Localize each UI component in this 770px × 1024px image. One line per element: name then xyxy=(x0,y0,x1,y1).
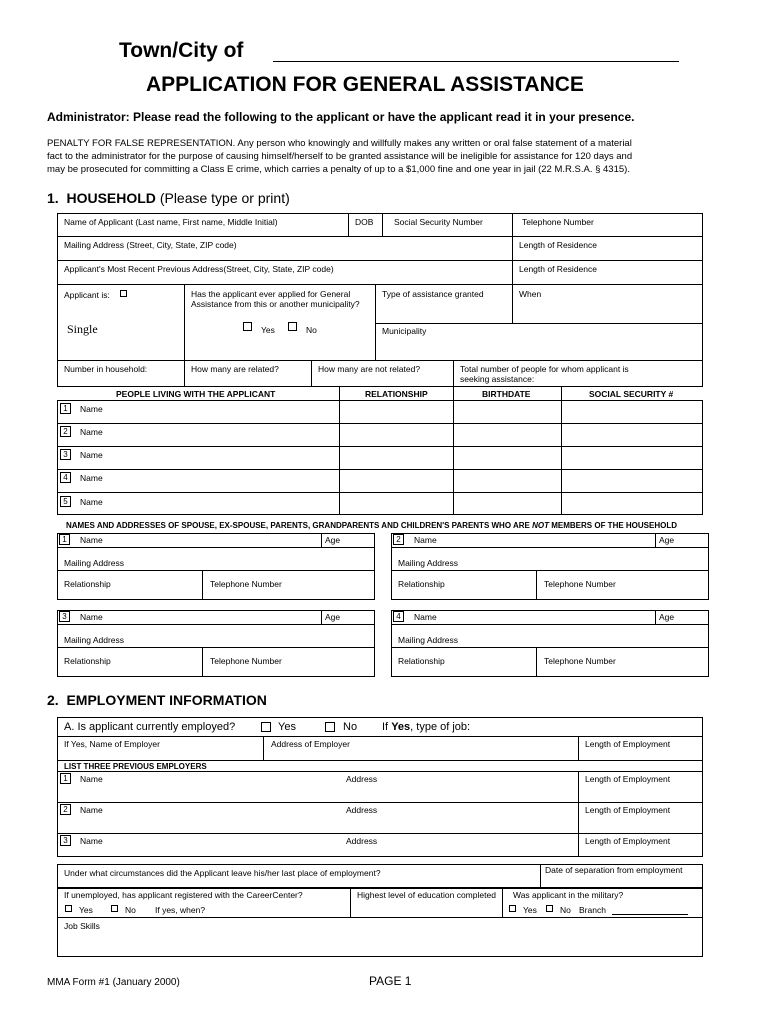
date-separation-label[interactable]: Date of separation from employment xyxy=(545,865,683,875)
length-residence-label[interactable]: Length of Residence xyxy=(519,240,597,250)
length-residence-previous-label[interactable]: Length of Residence xyxy=(519,264,597,274)
branch-label: Branch xyxy=(579,905,606,915)
relative-divider xyxy=(655,610,656,624)
relatives-heading-not: NOT xyxy=(532,521,549,530)
employer-address-label[interactable]: Address of Employer xyxy=(271,739,350,749)
form-title: APPLICATION FOR GENERAL ASSISTANCE xyxy=(146,73,584,96)
relative-divider xyxy=(57,647,375,648)
number-household-label[interactable]: Number in household: xyxy=(64,364,148,374)
form-id: MMA Form #1 (January 2000) xyxy=(47,977,180,988)
previous-employer-name-label[interactable]: Name xyxy=(80,774,103,784)
career-center-label: If unemployed, has applicant registered with the CareerCenter? xyxy=(64,890,303,900)
employed-question: A. Is applicant currently employed? xyxy=(64,721,236,733)
relative-name-label[interactable]: Name xyxy=(80,612,103,622)
previous-employer-name-label[interactable]: Name xyxy=(80,836,103,846)
relative-divider xyxy=(57,570,375,571)
administrator-note: Administrator: Please read the following to the applicant or have the applicant read it in your presence. xyxy=(47,110,635,124)
relative-number: 2 xyxy=(393,534,404,545)
relative-age-label[interactable]: Age xyxy=(325,535,341,545)
relative-telephone-label[interactable]: Telephone Number xyxy=(210,656,282,666)
employed-yes-label: Yes xyxy=(278,721,296,733)
type-of-job-prefix: If xyxy=(382,721,389,733)
person-name-label[interactable]: Name xyxy=(80,450,103,460)
people-col-ssn: SOCIAL SECURITY # xyxy=(589,389,674,399)
household-heading-text: HOUSEHOLD xyxy=(66,190,156,206)
leave-question-label[interactable]: Under what circumstances did the Applicant leave his/her last place of employment? xyxy=(64,868,381,878)
employed-no-checkbox[interactable] xyxy=(325,722,335,732)
town-city-line[interactable] xyxy=(273,61,679,62)
relative-relationship-label[interactable]: Relationship xyxy=(64,579,111,589)
relatives-heading-b: MEMBERS OF THE HOUSEHOLD xyxy=(551,521,678,530)
penalty-line-3: may be prosecuted for committing a Class E crime, which carries a penalty of up to a $1,000 fine and one year in jail (22 M.R.S.A. § 4315). xyxy=(47,164,630,175)
relative-telephone-label[interactable]: Telephone Number xyxy=(544,579,616,589)
previous-employer-address-label[interactable]: Address xyxy=(346,774,378,784)
applied-yes-checkbox[interactable] xyxy=(243,322,252,331)
relative-divider xyxy=(57,547,375,548)
relative-divider xyxy=(202,647,203,677)
applicant-is-value[interactable]: Single xyxy=(67,322,98,336)
relative-name-label[interactable]: Name xyxy=(414,612,437,622)
household-heading-num: 1. xyxy=(47,190,59,206)
relative-divider xyxy=(391,570,709,571)
relatives-heading-a: NAMES AND ADDRESSES OF SPOUSE, EX-SPOUSE, PARENTS, GRANDPARENTS AND CHILDREN'S PARENTS WHO ARE xyxy=(66,521,530,530)
relative-relationship-label[interactable]: Relationship xyxy=(64,656,111,666)
employment-heading xyxy=(47,692,267,709)
person-row-number: 1 xyxy=(60,403,71,414)
total-seeking-label-1[interactable]: Total number of people for whom applicant is xyxy=(460,364,629,374)
career-no-label: No xyxy=(125,905,136,915)
how-many-not-related-label[interactable]: How many are not related? xyxy=(318,364,421,374)
relative-relationship-label[interactable]: Relationship xyxy=(398,656,445,666)
employment-heading-num: 2. xyxy=(47,692,59,708)
mailing-address-label[interactable]: Mailing Address (Street, City, State, ZIP code) xyxy=(64,240,237,250)
relative-number: 4 xyxy=(393,611,404,622)
person-name-label[interactable]: Name xyxy=(80,497,103,507)
education-label[interactable]: Highest level of education completed xyxy=(357,890,496,900)
applied-before-label-2: Assistance from this or another municipality? xyxy=(191,299,360,309)
name-of-applicant-label[interactable]: Name of Applicant (Last name, First name, Middle Initial) xyxy=(64,217,278,227)
relative-divider xyxy=(321,533,322,547)
previous-employer-number: 1 xyxy=(60,773,71,784)
military-yes-label: Yes xyxy=(523,905,537,915)
previous-employer-number: 2 xyxy=(60,804,71,815)
relative-divider xyxy=(391,647,709,648)
previous-employer-length-label[interactable]: Length of Employment xyxy=(585,774,671,784)
relative-mailing-label[interactable]: Mailing Address xyxy=(398,558,459,568)
relative-mailing-label[interactable]: Mailing Address xyxy=(64,635,125,645)
relative-age-label[interactable]: Age xyxy=(659,535,675,545)
relative-name-label[interactable]: Name xyxy=(80,535,103,545)
previous-employer-number: 3 xyxy=(60,835,71,846)
person-row-number: 5 xyxy=(60,496,71,507)
person-row-number: 3 xyxy=(60,449,71,460)
employment-heading-text: EMPLOYMENT INFORMATION xyxy=(66,692,267,708)
previous-employer-length-label[interactable]: Length of Employment xyxy=(585,805,671,815)
ssn-label[interactable]: Social Security Number xyxy=(394,217,483,227)
applied-no-label: No xyxy=(306,325,317,335)
people-col-name: PEOPLE LIVING WITH THE APPLICANT xyxy=(116,389,276,399)
relative-divider xyxy=(655,533,656,547)
person-name-label[interactable]: Name xyxy=(80,427,103,437)
previous-employer-name-label[interactable]: Name xyxy=(80,805,103,815)
military-label: Was applicant in the military? xyxy=(513,890,624,900)
people-table xyxy=(57,400,703,515)
military-no-checkbox[interactable] xyxy=(546,905,553,912)
previous-address-label[interactable]: Applicant's Most Recent Previous Address(Street, City, State, ZIP code) xyxy=(64,264,334,274)
applied-no-checkbox[interactable] xyxy=(288,322,297,331)
employer-length-label[interactable]: Length of Employment xyxy=(585,739,671,749)
job-skills-label[interactable]: Job Skills xyxy=(64,921,100,931)
relative-divider xyxy=(202,570,203,600)
military-no-label: No xyxy=(560,905,571,915)
people-col-relationship: RELATIONSHIP xyxy=(365,389,428,399)
penalty-line-2: fact to the administrator for the purpose of causing himself/herself to be granted assistance will be ineligible for assistance for 120 days and xyxy=(47,151,633,162)
relative-name-label[interactable]: Name xyxy=(414,535,437,545)
relative-divider xyxy=(57,624,375,625)
total-seeking-label-2[interactable]: seeking assistance: xyxy=(460,374,535,384)
relative-divider xyxy=(321,610,322,624)
relatives-heading xyxy=(66,521,677,531)
previous-employer-address-label[interactable]: Address xyxy=(346,836,378,846)
previous-employer-length-label[interactable]: Length of Employment xyxy=(585,836,671,846)
relative-number: 1 xyxy=(59,534,70,545)
career-yes-checkbox[interactable] xyxy=(65,905,72,912)
relative-age-label[interactable]: Age xyxy=(325,612,341,622)
previous-employer-address-label[interactable]: Address xyxy=(346,805,378,815)
relative-mailing-label[interactable]: Mailing Address xyxy=(398,635,459,645)
penalty-line-1: PENALTY FOR FALSE REPRESENTATION. Any person who knowingly and willfully makes any written or oral false statement of a material xyxy=(47,138,632,149)
relative-divider xyxy=(391,547,709,548)
career-when-label[interactable]: If yes, when? xyxy=(155,905,206,915)
type-of-job-bold: Yes xyxy=(391,721,411,733)
branch-line[interactable] xyxy=(612,914,688,915)
relative-divider xyxy=(536,647,537,677)
career-no-checkbox[interactable] xyxy=(111,905,118,912)
relative-mailing-label[interactable]: Mailing Address xyxy=(64,558,125,568)
people-col-birthdate: BIRTHDATE xyxy=(482,389,531,399)
career-yes-label: Yes xyxy=(79,905,93,915)
applicant-is-checkbox[interactable] xyxy=(120,290,127,297)
previous-employers-heading: LIST THREE PREVIOUS EMPLOYERS xyxy=(64,762,207,771)
dob-label[interactable]: DOB xyxy=(355,217,374,227)
household-heading xyxy=(47,190,290,207)
employed-yes-checkbox[interactable] xyxy=(261,722,271,732)
person-name-label[interactable]: Name xyxy=(80,473,103,483)
type-of-job-suffix: , type of job: xyxy=(410,721,471,733)
applied-before-label-1: Has the applicant ever applied for General xyxy=(191,289,351,299)
town-city-label: Town/City of xyxy=(119,39,244,62)
municipality-label[interactable]: Municipality xyxy=(382,326,427,336)
page-number: PAGE 1 xyxy=(369,974,412,988)
relative-telephone-label[interactable]: Telephone Number xyxy=(544,656,616,666)
type-of-job-label[interactable] xyxy=(382,721,470,734)
relative-telephone-label[interactable]: Telephone Number xyxy=(210,579,282,589)
relative-divider xyxy=(536,570,537,600)
telephone-label[interactable]: Telephone Number xyxy=(522,217,594,227)
relative-age-label[interactable]: Age xyxy=(659,612,675,622)
relative-divider xyxy=(391,624,709,625)
how-many-related-label[interactable]: How many are related? xyxy=(191,364,279,374)
type-assistance-label[interactable]: Type of assistance granted xyxy=(382,289,484,299)
person-row-number: 4 xyxy=(60,472,71,483)
relative-number: 3 xyxy=(59,611,70,622)
employed-no-label: No xyxy=(343,721,358,733)
person-name-label[interactable]: Name xyxy=(80,404,103,414)
applied-yes-label: Yes xyxy=(261,325,275,335)
when-label[interactable]: When xyxy=(519,289,542,299)
person-row-number: 2 xyxy=(60,426,71,437)
household-heading-note: (Please type or print) xyxy=(159,190,290,206)
military-yes-checkbox[interactable] xyxy=(509,905,516,912)
employer-name-label[interactable]: If Yes, Name of Employer xyxy=(64,739,160,749)
relative-relationship-label[interactable]: Relationship xyxy=(398,579,445,589)
applicant-is-label: Applicant is: xyxy=(64,290,110,300)
